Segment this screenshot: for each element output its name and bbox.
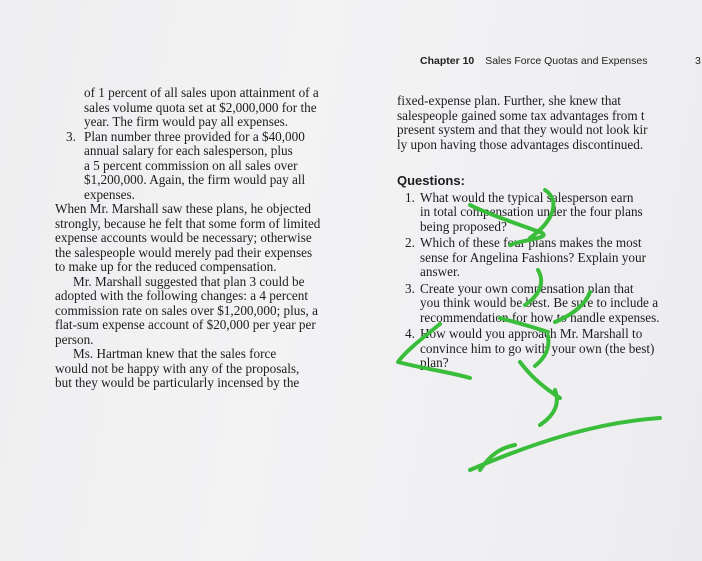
page-header	[420, 55, 701, 67]
question-item	[397, 327, 702, 371]
plan2-continuation	[55, 86, 375, 130]
plan3-item	[55, 130, 375, 203]
text-line: sense for Angelina Fashions? Explain your	[420, 249, 646, 265]
text-line: ly upon having those advantages discontinued.	[397, 136, 644, 152]
text-line: but they would be particularly incensed by the	[55, 375, 300, 390]
text-line: How would you approach Mr. Marshall to	[420, 326, 643, 341]
paragraph-suggestion	[55, 275, 375, 348]
question-item	[397, 282, 702, 326]
text-line: year. The firm would pay all expenses.	[84, 114, 289, 129]
text-line: annual salary for each salesperson, plus	[84, 143, 293, 158]
text-line: a 5 percent commission on all sales over	[84, 157, 298, 173]
text-line: adopted with the following changes: a 4 percent	[55, 288, 309, 303]
questions-heading: Questions:	[397, 173, 465, 188]
text-line: being proposed?	[420, 218, 507, 234]
text-line: recommendation for how to handle expenses.	[420, 309, 660, 325]
list-number: 1.	[405, 189, 415, 205]
text-line: answer.	[420, 264, 460, 279]
text-line: person.	[55, 331, 94, 347]
text-line: What would the typical salesperson earn	[420, 189, 634, 205]
scribble-stroke	[480, 445, 515, 470]
text-line: to make up for the reduced compensation.	[55, 259, 277, 274]
text-line: Which of these four plans makes the most	[420, 235, 642, 250]
text-line: plan?	[420, 355, 449, 370]
list-number: 4.	[405, 326, 415, 341]
text-line: Ms. Hartman knew that the sales force	[73, 346, 277, 361]
text-line: fixed-expense plan. Further, she knew that	[397, 93, 621, 108]
right-column	[397, 94, 702, 371]
text-line: flat-sum expense account of $20,000 per year per	[55, 317, 316, 332]
scribble-stroke	[540, 390, 557, 425]
text-line: $1,200,000. Again, the firm would pay all	[84, 172, 306, 187]
text-line: convince him to go with your own (the best)	[420, 340, 655, 356]
paragraph-objection	[55, 202, 375, 275]
text-line: sales volume quota set at $2,000,000 for the	[84, 99, 317, 115]
text-line: strongly, because he felt that some form of limited	[55, 215, 321, 231]
text-line: Mr. Marshall suggested that plan 3 could be	[73, 273, 305, 289]
text-line: salespeople gained some tax advantages from t	[397, 107, 645, 123]
text-line: present system and that they would not look kir	[397, 122, 648, 137]
text-line: would not be happy with any of the proposals,	[55, 360, 300, 376]
text-line: of 1 percent of all sales upon attainment of a	[84, 85, 319, 100]
paragraph-continuation	[397, 94, 702, 152]
list-number: 2.	[405, 235, 415, 250]
text-line: the salespeople would merely pad their expenses	[55, 244, 313, 260]
list-number: 3.	[66, 128, 76, 144]
scribble-stroke	[470, 418, 660, 470]
question-item	[397, 191, 702, 235]
text-line: you think would be best. Be sure to include a	[420, 295, 659, 310]
paragraph-hartman	[55, 347, 375, 391]
text-line: expense accounts would be necessary; otherwise	[55, 230, 312, 245]
text-line: commission rate on sales over $1,200,000; plus, a	[55, 302, 318, 318]
text-line: in total compensation under the four plans	[420, 204, 643, 219]
left-column	[55, 86, 375, 391]
text-line: Create your own compensation plan that	[420, 280, 634, 296]
page-number: 3	[695, 55, 701, 67]
chapter-title: Sales Force Quotas and Expenses	[485, 55, 648, 67]
text-line: expenses.	[84, 186, 135, 202]
text-line: When Mr. Marshall saw these plans, he objected	[55, 201, 311, 216]
text-line: Plan number three provided for a $40,000	[84, 128, 305, 144]
question-item	[397, 236, 702, 280]
list-number: 3.	[405, 280, 415, 296]
chapter-label: Chapter 10	[420, 55, 475, 67]
